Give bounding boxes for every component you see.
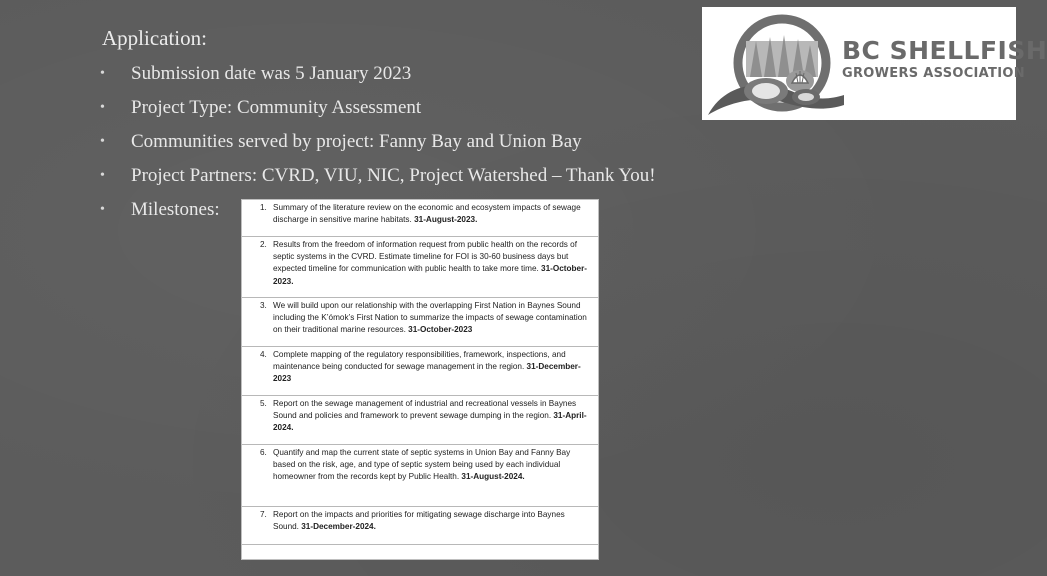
bullet-dot: • [100,66,105,81]
milestone-date: 31-April-2024. [273,411,587,433]
oyster-logo-icon [706,11,846,119]
bullet-communities [100,128,656,162]
milestone-text: Report on the impacts and priorities for mitigating sewage discharge into Baynes Sound. [273,510,565,532]
milestone-text: Summary of the literature review on the economic and ecosystem impacts of sewage discharge in sensitive marine habitats. [273,203,581,225]
logo-line2: GROWERS ASSOCIATION [842,66,1025,81]
slide-heading: Application: [102,26,207,50]
milestone-number: 4. [260,350,267,359]
bullet-text: Project Type: Community Assessment [131,97,422,118]
milestone-text: We will build upon our relationship with the overlapping First Nation in Baynes Sound including the K’ómok’s First Nation to summarize the impacts of sewage contamination on their traditional marine resources. [273,301,587,335]
bullet-text: Project Partners: CVRD, VIU, NIC, Project Watershed – Thank You! [131,165,656,186]
bullet-dot: • [100,100,105,115]
milestone-date: 31-December-2024. [301,522,376,532]
bullet-text: Submission date was 5 January 2023 [131,63,412,84]
milestone-number: 1. [260,203,267,212]
bullet-text: Communities served by project: Fanny Bay and Union Bay [131,131,582,152]
milestone-date: 31-August-2024. [461,472,525,482]
milestone-number: 2. [260,240,267,249]
milestone-row [242,445,598,507]
bullet-dot: • [100,202,105,217]
bullet-text: Milestones: [131,199,220,220]
bcsga-logo [702,7,1047,120]
milestone-row [242,347,598,396]
bullet-dot: • [100,134,105,149]
logo-wordmark [842,37,1047,83]
bullet-submission-date [100,60,656,94]
bullet-project-type [100,94,656,128]
logo-line1: BC SHELLFISH [842,36,1047,65]
milestone-number: 7. [260,510,267,519]
milestone-text: Report on the sewage management of industrial and recreational vessels in Baynes Sound and policies and framework to prevent sewage dumping in the region. [273,399,577,421]
milestone-number: 6. [260,448,267,457]
milestone-row [242,396,598,445]
milestone-date: 31-August-2023. [414,215,478,225]
milestone-text: Complete mapping of the regulatory responsibilities, framework, inspections, and maintenance being conducted for sewage management in the region. [273,350,566,372]
bullet-dot: • [100,168,105,183]
milestone-text: Results from the freedom of information request from public health on the records of septic systems in the CVRD. Estimate timeline for FOI is 30-60 business days but expected timeline for communication with public health to take more time. [273,240,577,274]
milestone-row [242,507,598,545]
milestone-row [242,200,598,237]
milestone-date: 31-October-2023 [408,325,473,335]
bullet-partners [100,162,656,196]
milestone-date: 31-December-2023 [273,362,581,384]
milestone-text: Quantify and map the current state of septic systems in Union Bay and Fanny Bay based on the risk, age, and type of septic system being used by each individual homeowner from the records kept by Public Health. [273,448,571,482]
milestone-date: 31-October-2023. [273,264,587,286]
milestone-number: 5. [260,399,267,408]
milestone-row [242,237,598,298]
milestone-row [242,298,598,347]
milestone-number: 3. [260,301,267,310]
milestones-table [241,199,599,560]
